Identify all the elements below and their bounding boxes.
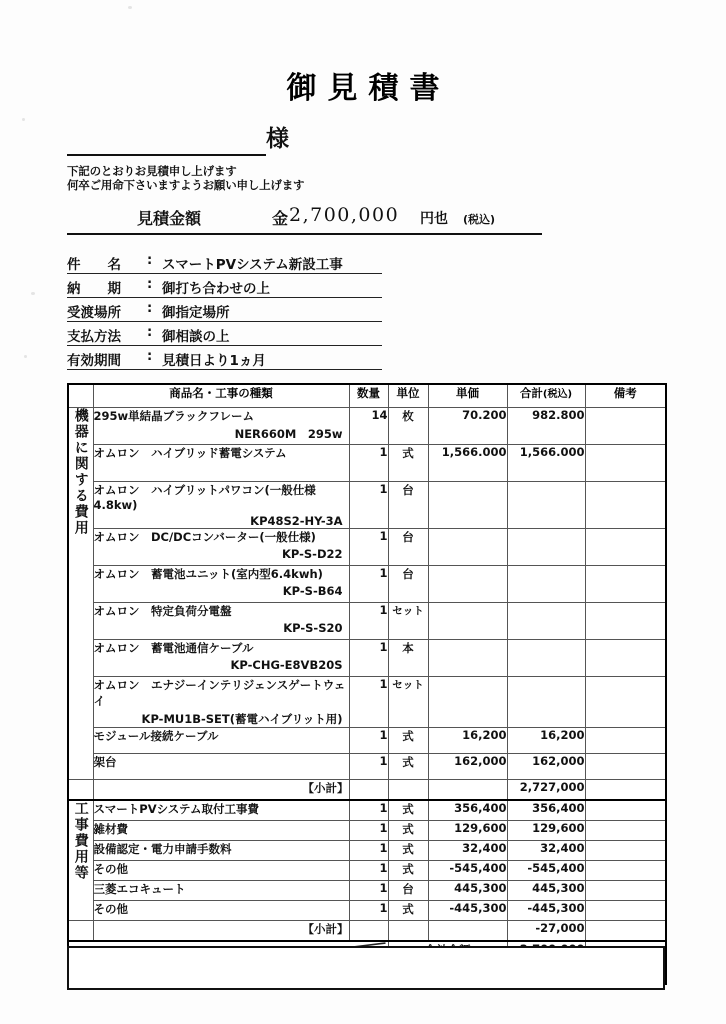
cell-unit-price: 1,566.000 bbox=[428, 445, 507, 482]
table-row[interactable] bbox=[68, 901, 666, 921]
cell-item-name bbox=[93, 445, 349, 482]
subtotal-note bbox=[585, 921, 666, 942]
cell-quantity: 1 bbox=[349, 754, 388, 780]
cell-unit-price: 32,400 bbox=[428, 841, 507, 861]
meta-label: 納 期 bbox=[67, 281, 121, 297]
quotation-amount-tax-note: (税込) bbox=[463, 213, 496, 226]
meta-row-delivery bbox=[67, 274, 382, 298]
cell-total: -545,400 bbox=[507, 861, 585, 881]
subtotal-category-spacer bbox=[68, 780, 93, 801]
cell-note bbox=[585, 566, 666, 603]
scan-speck bbox=[22, 118, 25, 121]
cell-unit-price bbox=[428, 603, 507, 640]
cell-unit-price bbox=[428, 529, 507, 566]
cell-unit: 式 bbox=[388, 800, 428, 821]
cell-item-name bbox=[93, 482, 349, 529]
cell-quantity: 1 bbox=[349, 482, 388, 529]
table-row[interactable] bbox=[68, 408, 666, 445]
cell-unit-price: 162,000 bbox=[428, 754, 507, 780]
table-header-row bbox=[68, 384, 666, 408]
meta-label: 件 名 bbox=[67, 257, 121, 273]
meta-row-location bbox=[67, 298, 382, 322]
subtotal-row-construction bbox=[68, 921, 666, 942]
cell-quantity: 1 bbox=[349, 800, 388, 821]
th-note: 備考 bbox=[585, 384, 666, 408]
quotation-amount-label: 見積金額 bbox=[137, 209, 202, 228]
cell-item-name bbox=[93, 529, 349, 566]
section-label-text: 機器に関する費用 bbox=[72, 408, 89, 536]
cell-note bbox=[585, 529, 666, 566]
cell-unit-price: 356,400 bbox=[428, 800, 507, 821]
item-name-line1: 設備認定・電力申請手数料 bbox=[93, 842, 232, 856]
meta-row-subject bbox=[67, 250, 382, 274]
cell-note bbox=[585, 677, 666, 728]
cell-total: 982.800 bbox=[507, 408, 585, 445]
intro-line-2: 何卒ご用命下さいますようお願い申し上げます bbox=[67, 178, 305, 192]
cell-total bbox=[507, 603, 585, 640]
cell-item-name bbox=[93, 901, 349, 921]
table-row[interactable] bbox=[68, 529, 666, 566]
cell-quantity: 1 bbox=[349, 881, 388, 901]
table-row[interactable] bbox=[68, 603, 666, 640]
th-total-tax: (税込) bbox=[542, 389, 573, 400]
cell-unit-price: 445,300 bbox=[428, 881, 507, 901]
cell-item-name bbox=[93, 603, 349, 640]
cell-unit-price: 70.200 bbox=[428, 408, 507, 445]
th-total-main: 合計 bbox=[519, 386, 543, 400]
meta-value: 御打ち合わせの上 bbox=[162, 281, 270, 297]
meta-colon: : bbox=[147, 253, 153, 268]
scan-speck bbox=[24, 355, 27, 358]
item-name-line1: 雑材費 bbox=[93, 822, 128, 836]
cell-note bbox=[585, 841, 666, 861]
cell-note bbox=[585, 881, 666, 901]
item-name-line1: 295w単結晶ブラックフレーム bbox=[93, 409, 254, 423]
cell-total: 1,566.000 bbox=[507, 445, 585, 482]
th-quantity: 数量 bbox=[349, 384, 388, 408]
scan-speck bbox=[31, 292, 35, 295]
cell-total bbox=[507, 529, 585, 566]
cell-item-name bbox=[93, 754, 349, 780]
meta-label: 有効期間 bbox=[67, 353, 121, 369]
cell-unit: セット bbox=[388, 603, 428, 640]
subtotal-note bbox=[585, 780, 666, 801]
cell-note bbox=[585, 754, 666, 780]
meta-label: 受渡場所 bbox=[67, 305, 121, 321]
cell-item-name bbox=[93, 821, 349, 841]
cell-item-name bbox=[93, 677, 349, 728]
cell-unit: セット bbox=[388, 677, 428, 728]
customer-name-field[interactable] bbox=[67, 125, 266, 156]
table-row[interactable] bbox=[68, 881, 666, 901]
table-row[interactable] bbox=[68, 445, 666, 482]
cell-total: -445,300 bbox=[507, 901, 585, 921]
cell-quantity: 1 bbox=[349, 529, 388, 566]
meta-label: 支払方法 bbox=[67, 329, 121, 345]
cell-quantity: 1 bbox=[349, 861, 388, 881]
cell-note bbox=[585, 800, 666, 821]
subtotal-unit bbox=[388, 780, 428, 801]
cell-note bbox=[585, 603, 666, 640]
meta-colon: : bbox=[147, 325, 153, 340]
cell-total: 356,400 bbox=[507, 800, 585, 821]
cell-unit-price bbox=[428, 566, 507, 603]
subtotal-row-equipment bbox=[68, 780, 666, 801]
item-name-line2: KP-S-D22 bbox=[281, 547, 343, 561]
item-name-line1: 三菱エコキュート bbox=[93, 882, 186, 896]
cell-unit-price bbox=[428, 677, 507, 728]
meta-row-payment bbox=[67, 322, 382, 346]
section-label-text: 工事費用等 bbox=[72, 801, 89, 881]
intro-text bbox=[67, 164, 304, 192]
subtotal-unit-price bbox=[428, 921, 507, 942]
cell-note bbox=[585, 861, 666, 881]
table-row[interactable] bbox=[68, 677, 666, 728]
cell-unit: 式 bbox=[388, 728, 428, 754]
item-name-line2: KP-S-S20 bbox=[283, 621, 343, 635]
th-item-name: 商品名・工事の種類 bbox=[93, 384, 349, 408]
table-body bbox=[68, 408, 666, 985]
table-row[interactable] bbox=[68, 841, 666, 861]
cell-unit: 台 bbox=[388, 566, 428, 603]
table-row[interactable] bbox=[68, 754, 666, 780]
table-row[interactable] bbox=[68, 821, 666, 841]
meta-value: 見積日より1ヵ月 bbox=[162, 353, 266, 369]
cell-note bbox=[585, 408, 666, 445]
cell-unit: 台 bbox=[388, 482, 428, 529]
cell-quantity: 1 bbox=[349, 445, 388, 482]
quotation-amount-suffix: 円也 bbox=[420, 211, 448, 227]
subtotal-label: 【小計】 bbox=[93, 780, 349, 801]
item-name-line2: KP-CHG-E8VB20S bbox=[230, 658, 343, 672]
cell-total: 162,000 bbox=[507, 754, 585, 780]
scan-speck bbox=[128, 6, 132, 9]
cell-unit: 式 bbox=[388, 445, 428, 482]
cell-total: 32,400 bbox=[507, 841, 585, 861]
cell-quantity: 14 bbox=[349, 408, 388, 445]
cell-unit-price bbox=[428, 482, 507, 529]
cell-item-name bbox=[93, 800, 349, 821]
meta-colon: : bbox=[147, 277, 153, 292]
cell-total bbox=[507, 566, 585, 603]
table-row[interactable] bbox=[68, 482, 666, 529]
page-title: 御見積書 bbox=[286, 71, 451, 106]
cell-unit: 式 bbox=[388, 821, 428, 841]
remarks-box[interactable] bbox=[67, 946, 665, 990]
cell-note bbox=[585, 821, 666, 841]
cell-unit-price: 129,600 bbox=[428, 821, 507, 841]
cell-note bbox=[585, 445, 666, 482]
th-unit: 単位 bbox=[388, 384, 428, 408]
item-name-line1: オムロン ハイブリットパワコン(一般仕様4.8kw) bbox=[93, 483, 316, 512]
cell-unit-price: -545,400 bbox=[428, 861, 507, 881]
cell-unit: 式 bbox=[388, 901, 428, 921]
item-name-line1: モジュール接続ケーブル bbox=[93, 729, 219, 743]
meta-value: 御指定場所 bbox=[162, 305, 230, 321]
cell-total bbox=[507, 677, 585, 728]
quotation-meta-list bbox=[67, 250, 382, 370]
cell-unit-price bbox=[428, 640, 507, 677]
item-name-line2: KP-MU1B-SET(蓄電ハイブリット用) bbox=[141, 712, 343, 726]
meta-row-validity bbox=[67, 346, 382, 370]
cell-unit: 式 bbox=[388, 754, 428, 780]
section-label-equipment bbox=[68, 408, 93, 780]
subtotal-total: -27,000 bbox=[507, 921, 585, 942]
cell-quantity: 1 bbox=[349, 603, 388, 640]
subtotal-unit-price bbox=[428, 780, 507, 801]
cell-total bbox=[507, 640, 585, 677]
cell-total bbox=[507, 482, 585, 529]
intro-line-1: 下記のとおりお見積申し上げます bbox=[67, 164, 237, 178]
item-name-line1: 架台 bbox=[93, 755, 117, 769]
item-name-line2: KP-S-B64 bbox=[282, 584, 343, 598]
quotation-amount-value: 2,700,000 bbox=[289, 204, 400, 226]
cell-total: 445,300 bbox=[507, 881, 585, 901]
cell-total: 129,600 bbox=[507, 821, 585, 841]
cell-quantity: 1 bbox=[349, 677, 388, 728]
table-header bbox=[68, 384, 666, 408]
th-unit-price: 単価 bbox=[428, 384, 507, 408]
item-name-line1: オムロン 蓄電池ユニット(室内型6.4kwh) bbox=[93, 567, 323, 581]
th-total bbox=[507, 384, 585, 408]
item-name-line1: その他 bbox=[93, 862, 128, 876]
item-name-line1: オムロン 蓄電池通信ケーブル bbox=[93, 641, 254, 655]
cell-item-name bbox=[93, 861, 349, 881]
cell-unit: 台 bbox=[388, 881, 428, 901]
cell-quantity: 1 bbox=[349, 901, 388, 921]
cell-note bbox=[585, 901, 666, 921]
quotation-amount-prefix: 金 bbox=[272, 209, 289, 228]
quotation-table bbox=[67, 383, 667, 985]
cell-quantity: 1 bbox=[349, 728, 388, 754]
table-row[interactable] bbox=[68, 728, 666, 754]
section-label-construction bbox=[68, 800, 93, 921]
cell-quantity: 1 bbox=[349, 640, 388, 677]
cell-item-name bbox=[93, 408, 349, 445]
cell-item-name bbox=[93, 566, 349, 603]
table-row[interactable] bbox=[68, 800, 666, 821]
cell-quantity: 1 bbox=[349, 566, 388, 603]
meta-colon: : bbox=[147, 301, 153, 316]
item-name-line1: オムロン DC/DCコンバーター(一般仕様) bbox=[93, 530, 316, 544]
meta-value: スマートPVシステム新設工事 bbox=[162, 257, 343, 273]
subtotal-unit bbox=[388, 921, 428, 942]
table-row[interactable] bbox=[68, 566, 666, 603]
cell-note bbox=[585, 728, 666, 754]
meta-value: 御相談の上 bbox=[162, 329, 230, 345]
item-name-line2: KP48S2-HY-3A bbox=[250, 514, 343, 528]
cell-unit: 枚 bbox=[388, 408, 428, 445]
table-row[interactable] bbox=[68, 640, 666, 677]
item-name-line1: オムロン 特定負荷分電盤 bbox=[93, 604, 232, 618]
subtotal-quantity bbox=[349, 921, 388, 942]
cell-unit: 台 bbox=[388, 529, 428, 566]
cell-item-name bbox=[93, 881, 349, 901]
cell-quantity: 1 bbox=[349, 841, 388, 861]
cell-note bbox=[585, 482, 666, 529]
quotation-table-wrapper bbox=[67, 383, 665, 985]
cell-unit-price: -445,300 bbox=[428, 901, 507, 921]
item-name-line1: その他 bbox=[93, 902, 128, 916]
subtotal-quantity bbox=[349, 780, 388, 801]
cell-unit-price: 16,200 bbox=[428, 728, 507, 754]
th-category bbox=[68, 384, 93, 408]
cell-item-name bbox=[93, 728, 349, 754]
item-name-line2: NER660M 295w bbox=[234, 427, 343, 441]
cell-note bbox=[585, 640, 666, 677]
table-row[interactable] bbox=[68, 861, 666, 881]
cell-item-name bbox=[93, 841, 349, 861]
cell-unit: 式 bbox=[388, 861, 428, 881]
item-name-line1: オムロン ハイブリッド蓄電システム bbox=[93, 446, 287, 460]
subtotal-category-spacer bbox=[68, 921, 93, 942]
cell-item-name bbox=[93, 640, 349, 677]
meta-colon: : bbox=[147, 349, 153, 364]
cell-unit: 本 bbox=[388, 640, 428, 677]
cell-unit: 式 bbox=[388, 841, 428, 861]
item-name-line1: スマートPVシステム取付工事費 bbox=[93, 802, 259, 816]
subtotal-label: 【小計】 bbox=[93, 921, 349, 942]
customer-honorific: 様 bbox=[266, 125, 289, 152]
subtotal-total: 2,727,000 bbox=[507, 780, 585, 801]
item-name-line1: オムロン エナジーインテリジェンスゲートウェイ bbox=[93, 678, 346, 708]
cell-quantity: 1 bbox=[349, 821, 388, 841]
cell-total: 16,200 bbox=[507, 728, 585, 754]
quotation-amount-row bbox=[67, 204, 542, 235]
